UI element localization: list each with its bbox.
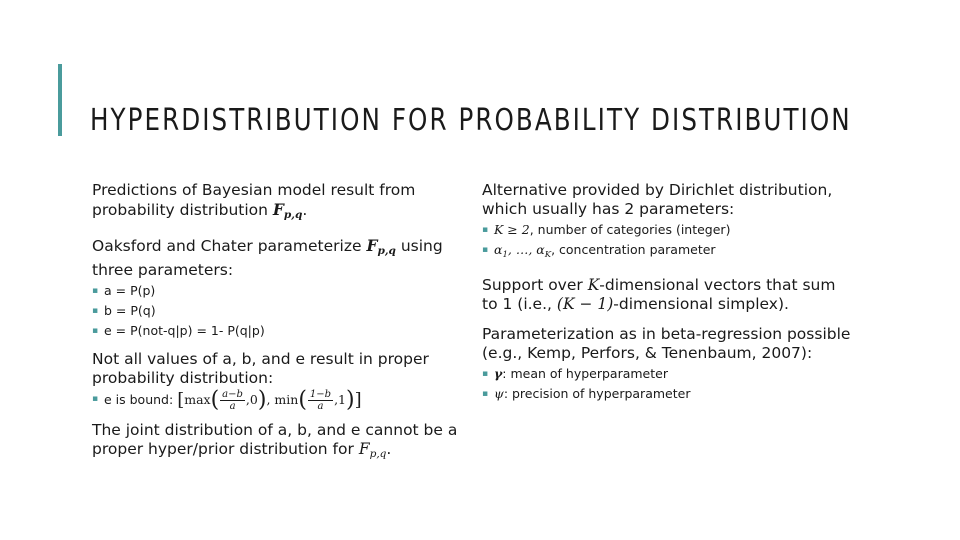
- parameter-list: [92, 281, 462, 341]
- right-p2-b: -dimensional vectors that sum to 1 (i.e.,: [482, 276, 836, 313]
- list-item: [482, 220, 852, 240]
- left-p4-end: .: [386, 440, 392, 458]
- bound-fraction-2: $\frac{1-b}{a}$: [309, 389, 332, 412]
- left-paragraph-4: [92, 421, 462, 464]
- bound-zero: ,0: [245, 392, 258, 407]
- k-text: , number of categories (integer): [529, 222, 731, 237]
- left-paragraph-1: [92, 181, 462, 225]
- slide-title: HYPERDISTRIBUTION FOR PROBABILITY DISTRIBUTION: [90, 103, 852, 139]
- left-column: [92, 181, 462, 464]
- left-paragraph-3: Not all values of a, b, and e result in proper probability distribution:: [92, 350, 429, 387]
- left-p4-math: $F_{p,q}$: [358, 440, 387, 460]
- left-p1-text: Predictions of Bayesian model result from probability distribution: [92, 181, 416, 219]
- left-p1-math: $F_{p,q}$: [272, 200, 303, 221]
- right-p2-c: -dimensional simplex).: [613, 295, 789, 313]
- hyperparameter-list: [482, 364, 852, 404]
- bound-sep: ,: [266, 392, 271, 407]
- left-p2-end: using three parameters:: [92, 237, 443, 279]
- left-p4-text: The joint distribution of a, b, and e cannot be a proper hyper/prior distribution for: [92, 421, 458, 458]
- bound-open-bracket: [: [177, 389, 185, 411]
- right-p2-math: K: [587, 276, 600, 294]
- left-p1-end: .: [302, 201, 308, 219]
- right-paragraph-2: [482, 276, 852, 314]
- k-math: K ≥ 2: [494, 222, 530, 237]
- bound-max: max: [184, 392, 211, 407]
- list-item: ▪ a = P(p): [92, 281, 462, 301]
- right-paragraph-1: Alternative provided by Dirichlet distribution, which usually has 2 parameters:: [482, 181, 833, 218]
- bound-list: [92, 389, 462, 412]
- bound-label: e is bound:: [104, 392, 174, 407]
- left-p2-math: $F_{p,q}$: [366, 236, 396, 257]
- psi-math: ψ: [494, 386, 504, 401]
- bound-fraction-1: $\frac{a-b}{a}$: [222, 389, 243, 412]
- left-p2-text: Oaksford and Chater parameterize: [92, 237, 362, 255]
- right-p2-math2: (K − 1): [556, 295, 614, 313]
- title-accent-bar: [58, 64, 62, 136]
- psi-text: : precision of hyperparameter: [503, 386, 691, 401]
- bound-one: ,1: [334, 392, 347, 407]
- list-item: ▪ e = P(not-q|p) = 1- P(q|p): [92, 321, 462, 341]
- dirichlet-parameter-list: [482, 220, 852, 265]
- list-item: [482, 364, 852, 384]
- bound-min: min: [274, 392, 299, 407]
- alpha-text: , concentration parameter: [551, 242, 716, 257]
- gamma-math: γ: [494, 366, 503, 381]
- list-item: ▪ e is bound: [max( $\frac{a-b}{a}$ ,0), min( $\frac{1-b}{a}$ ,1)]: [92, 389, 462, 412]
- right-p2-a: Support over: [482, 276, 583, 294]
- alpha-math: $\alpha_1$, …, $\alpha_K$: [494, 242, 552, 260]
- list-item: [482, 384, 852, 404]
- left-paragraph-2: [92, 236, 462, 280]
- list-item: [482, 240, 852, 265]
- list-item: ▪ b = P(q): [92, 301, 462, 321]
- right-paragraph-3: Parameterization as in beta-regression possible (e.g., Kemp, Perfors, & Tenenbaum, 2007):: [482, 325, 851, 362]
- gamma-text: : mean of hyperparameter: [502, 366, 668, 381]
- right-column: [482, 181, 852, 404]
- bound-close-bracket: ]: [354, 389, 362, 411]
